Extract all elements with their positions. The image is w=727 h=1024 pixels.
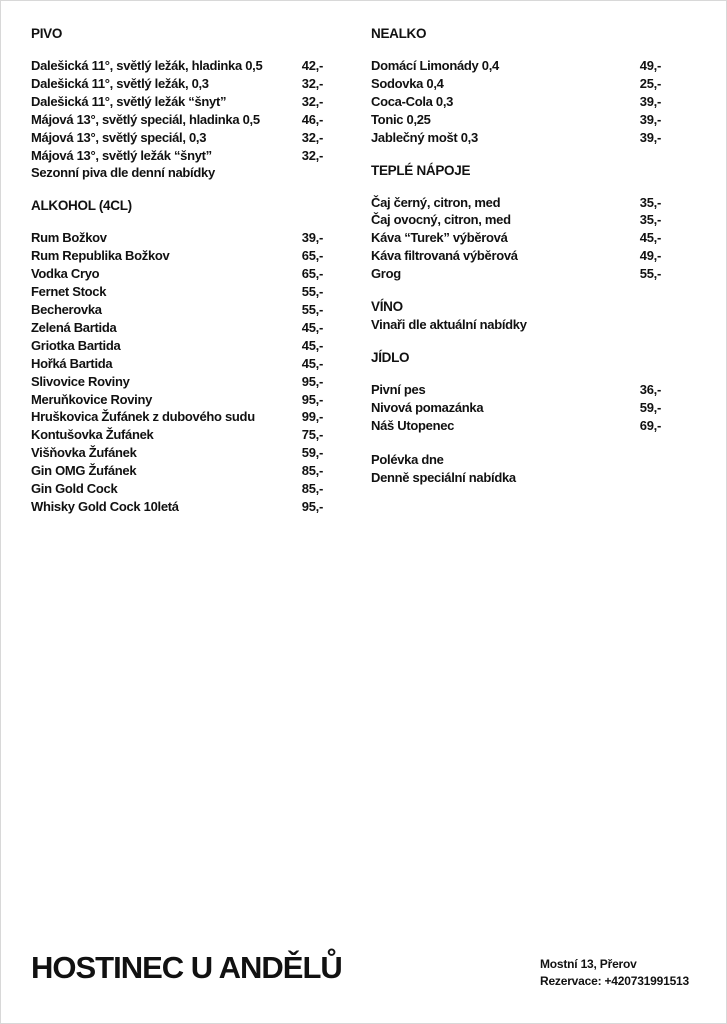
menu-item <box>371 399 661 417</box>
menu-item <box>371 57 661 75</box>
menu-item <box>31 373 323 391</box>
item-price: 99,- <box>301 409 323 425</box>
menu-item <box>371 93 661 111</box>
item-name: Káva “Turek” výběrová <box>371 230 508 246</box>
menu-item <box>31 391 323 409</box>
item-list <box>371 381 661 435</box>
item-name: Coca-Cola 0,3 <box>371 93 454 109</box>
section-nealko <box>371 25 661 147</box>
item-price: 59,- <box>639 399 661 415</box>
item-price: 39,- <box>639 111 661 127</box>
item-list <box>31 229 323 516</box>
item-price: 85,- <box>301 463 323 479</box>
menu-item <box>371 417 661 435</box>
item-name: Whisky Gold Cock 10letá <box>31 498 179 514</box>
item-price: 32,- <box>301 93 323 109</box>
item-price: 55,- <box>301 284 323 300</box>
item-name: Kontušovka Žufánek <box>31 427 154 443</box>
item-price: 46,- <box>301 111 323 127</box>
item-price: 45,- <box>301 355 323 371</box>
item-name: Dalešická 11°, světlý ležák, 0,3 <box>31 75 209 91</box>
section-title: VÍNO <box>371 299 403 315</box>
item-list <box>371 194 661 284</box>
item-name: Rum Republika Božkov <box>31 248 170 264</box>
footer <box>31 951 689 990</box>
item-name: Májová 13°, světlý speciál, 0,3 <box>31 129 207 145</box>
item-name: Becherovka <box>31 301 102 317</box>
item-price: 42,- <box>301 58 323 73</box>
menu-column-right <box>371 25 661 502</box>
item-price: 95,- <box>301 391 323 407</box>
section-title: ALKOHOL (4CL) <box>31 198 132 214</box>
item-price: 65,- <box>301 248 323 264</box>
menu-item <box>371 247 661 265</box>
menu-item <box>31 93 323 111</box>
item-name: Káva filtrovaná výběrová <box>371 248 518 264</box>
item-name: Grog <box>371 266 401 282</box>
item-name: Tonic 0,25 <box>371 111 431 127</box>
menu-item <box>371 381 661 399</box>
item-price: 25,- <box>639 75 661 91</box>
menu-note: Denně speciální nabídka <box>371 469 516 485</box>
item-price: 59,- <box>301 445 323 461</box>
item-price: 75,- <box>301 427 323 443</box>
menu-item <box>371 129 661 147</box>
menu-item <box>31 319 323 337</box>
item-name: Meruňkovice Roviny <box>31 391 153 407</box>
menu-item <box>371 229 661 247</box>
menu-item <box>31 265 323 283</box>
section-vino <box>371 298 661 334</box>
item-name: Čaj ovocný, citron, med <box>371 212 511 228</box>
item-name: Pivní pes <box>371 381 426 397</box>
item-name: Slivovice Roviny <box>31 373 130 389</box>
item-name: Gin OMG Žufánek <box>31 463 137 479</box>
item-price: 45,- <box>639 230 661 246</box>
item-price: 65,- <box>301 266 323 282</box>
item-list <box>31 57 323 182</box>
menu-item <box>31 355 323 373</box>
section-jidlo <box>371 349 661 487</box>
menu-item <box>31 147 323 165</box>
item-name: Sodovka 0,4 <box>371 75 444 91</box>
section-pivo <box>31 25 323 182</box>
item-price: 45,- <box>301 319 323 335</box>
menu-note: Polévka dne <box>371 451 444 467</box>
item-name: Višňovka Žufánek <box>31 445 137 461</box>
menu-item <box>31 111 323 129</box>
menu-item <box>371 194 661 212</box>
item-name: Májová 13°, světlý speciál, hladinka 0,5 <box>31 111 260 127</box>
menu-item <box>31 480 323 498</box>
menu-item <box>31 426 323 444</box>
item-price: 39,- <box>639 129 661 145</box>
menu-item <box>31 229 323 247</box>
menu-item <box>371 111 661 129</box>
menu-item <box>31 129 323 147</box>
section-title: JÍDLO <box>371 349 410 365</box>
item-name: Čaj černý, citron, med <box>371 194 501 210</box>
item-list <box>371 57 661 147</box>
item-price: 49,- <box>639 58 661 73</box>
item-name: Rum Božkov <box>31 230 107 246</box>
menu-item <box>31 75 323 93</box>
note-list <box>371 316 661 334</box>
item-price: 55,- <box>301 301 323 317</box>
item-name: Náš Utopenec <box>371 417 455 433</box>
menu-note: Vinaři dle aktuální nabídky <box>371 317 527 333</box>
menu-item <box>371 75 661 93</box>
restaurant-name: HOSTINEC U ANDĚLŮ <box>31 950 342 985</box>
item-price: 69,- <box>639 417 661 433</box>
section-teple-napoje <box>371 162 661 284</box>
item-name: Májová 13°, světlý ležák “šnyt” <box>31 147 212 163</box>
menu-item <box>371 211 661 229</box>
note-list <box>371 451 661 487</box>
item-name: Dalešická 11°, světlý ležák, hladinka 0,5 <box>31 58 263 73</box>
item-price: 85,- <box>301 481 323 497</box>
item-name: Gin Gold Cock <box>31 481 118 497</box>
menu-item <box>31 247 323 265</box>
section-title: NEALKO <box>371 26 427 41</box>
item-name: Sezonní piva dle denní nabídky <box>31 165 215 181</box>
menu-item <box>31 283 323 301</box>
item-name: Fernet Stock <box>31 284 107 300</box>
menu-item <box>31 164 323 182</box>
menu-item <box>31 462 323 480</box>
item-name: Hořká Bartida <box>31 355 113 371</box>
menu-item <box>31 408 323 426</box>
item-name: Griotka Bartida <box>31 337 121 353</box>
item-price: 32,- <box>301 147 323 163</box>
section-title: TEPLÉ NÁPOJE <box>371 162 471 178</box>
section-alkohol <box>31 197 323 516</box>
item-name: Vodka Cryo <box>31 266 100 282</box>
address: Mostní 13, Přerov <box>539 957 637 971</box>
item-name: Jablečný mošt 0,3 <box>371 129 478 145</box>
item-name: Domácí Limonády 0,4 <box>371 58 499 73</box>
item-price: 39,- <box>639 93 661 109</box>
item-price: 95,- <box>301 373 323 389</box>
item-price: 39,- <box>301 230 323 246</box>
item-price: 35,- <box>639 194 661 210</box>
menu-item <box>31 444 323 462</box>
menu-item <box>31 301 323 319</box>
reservation-phone: Rezervace: +420731991513 <box>539 974 689 988</box>
item-price: 55,- <box>639 266 661 282</box>
item-price: 36,- <box>639 381 661 397</box>
item-price: 35,- <box>639 212 661 228</box>
item-name: Zelená Bartida <box>31 319 117 335</box>
item-name: Hruškovica Žufánek z dubového sudu <box>31 409 255 425</box>
item-name: Nivová pomazánka <box>371 399 484 415</box>
footer-contact <box>540 956 689 990</box>
menu-column-left <box>31 25 323 531</box>
item-price: 32,- <box>301 129 323 145</box>
item-name: Dalešická 11°, světlý ležák “šnyt” <box>31 93 227 109</box>
menu-item <box>371 265 661 283</box>
menu-item <box>31 498 323 516</box>
item-price: 32,- <box>301 75 323 91</box>
item-price: 49,- <box>639 248 661 264</box>
menu-item <box>31 337 323 355</box>
section-title: PIVO <box>31 26 63 41</box>
item-price: 95,- <box>301 498 323 514</box>
item-price: 45,- <box>301 337 323 353</box>
menu-item <box>31 57 323 75</box>
